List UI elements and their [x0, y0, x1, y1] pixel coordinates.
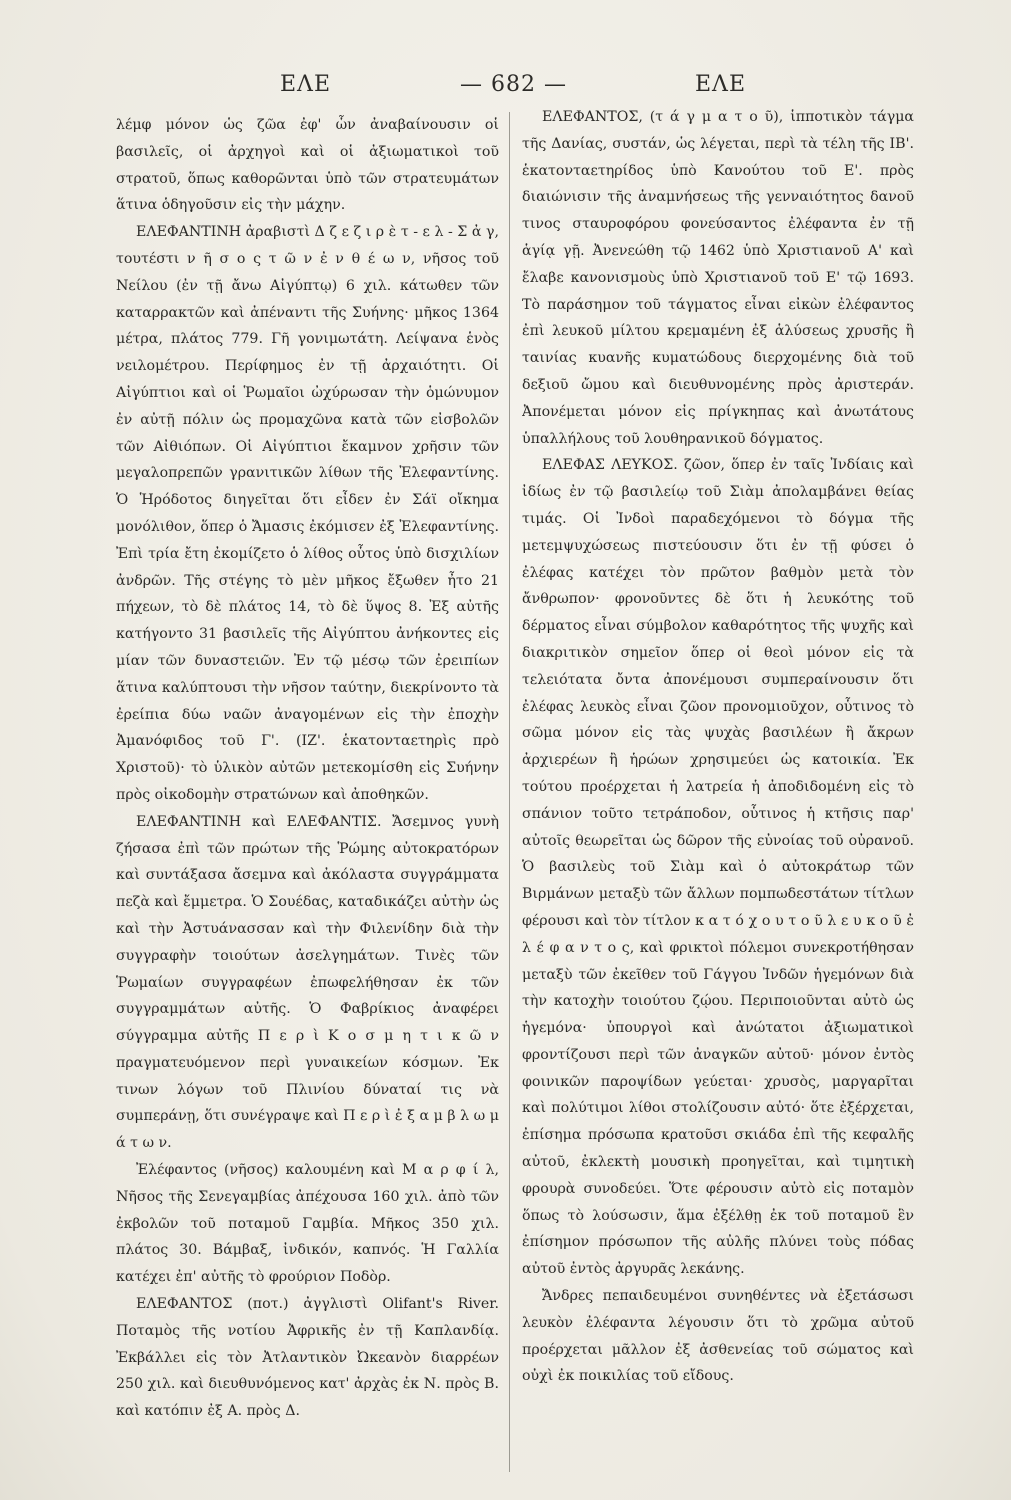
- page-number: — 682 —: [460, 72, 567, 97]
- column-divider: [509, 112, 510, 1472]
- entry-white-elephant: ΕΛΕΦΑΣ ΛΕΥΚΟΣ. ζῶον, ὅπερ ἐν ταῖς Ἰνδίαις καὶ ἰδίως ἐν τῷ βασιλείῳ τοῦ Σιὰμ ἀπολαμβάνει θείας τιμάς. Οἱ Ἰνδοὶ παραδεχόμενοι τὸ δόγμα τῆς μετεμψυχώσεως πιστεύουσιν ὅτι ἐν τῇ φύσει ὁ ἐλέφας κατέχει τὸν πρῶτον βαθμὸν μετὰ τὸν ἄνθρωπον· φρονοῦντες δὲ ὅτι ἡ λευκότης τοῦ δέρματος εἶναι σύμβολον καθαρότητος τῆς ψυχῆς καὶ διακριτικὸν σημεῖον ὅπερ οἱ θεοὶ μόνον εἰς τὰ τελειότατα ὄντα ἀπονέμουσι συμπεραίνουσιν ὅτι ἐλέφας λευκὸς εἶναι ζῶον προνομιοῦχον, οὗτινος τὸ σῶμα μόνον εἰς τὰς ψυχὰς βασιλέων ἢ ἄκρων ἀρχιερέων ἢ ἡρώων χρησιμεύει ὡς κατοικία. Ἐκ τούτου προέρχεται ἡ λατρεία ἡ ἀποδιδομένη εἰς τὸ σπάνιον τοῦτο τετράποδον, οὗτινος ἡ κτῆσις παρ' αὐτοῖς θεωρεῖται ὡς δῶρον τῆς εὐνοίας τοῦ οὐρανοῦ. Ὁ βασιλεὺς τοῦ Σιὰμ καὶ ὁ αὐτοκράτωρ τῶν Βιρμάνων μεταξὺ τῶν ἄλλων πομπωδεστάτων τίτλων φέρουσι καὶ τὸν τίτλον κ α τ ό χ ο υ τ ο ῦ λ ε υ κ ο ῦ ἐ λ έ φ α ν τ ο ς, καὶ φρικτοὶ πόλεμοι συνεκροτήθησαν μεταξὺ τῶν ἐκεῖθεν τοῦ Γάγγου Ἰνδῶν ἡγεμόνων διὰ τὴν κατοχὴν τοιούτου ζῴου. Περιποιοῦνται αὐτὸ ὡς ἡγεμόνα· ὑπουργοὶ καὶ ἀνώτατοι ἀξιωματικοὶ φροντίζουσι περὶ τῶν ἀναγκῶν αὐτοῦ· μόνον ἐντὸς φοινικῶν παροψίδων γεύεται· χρυσὸς, μαργαρῖται καὶ πολύτιμοι λίθοι στολίζουσιν αὐτό· ὅτε ἐξέρχεται, ἐπίσημα πρόσωπα κρατοῦσι σκιάδα ἐπὶ τῆς κεφαλῆς αὐτοῦ, ἐκλεκτὴ μουσικὴ προηγεῖται, καὶ τιμητικὴ φρουρὰ συνοδεύει. Ὅτε φέρουσιν αὐτὸ εἰς ποταμὸν ὅπως τὸ λούσωσιν, ἅμα ἐξέλθῃ ἐκ τοῦ ποταμοῦ ἓν ἐπίσημον πρόσωπον τῆς αὐλῆς πλύνει τοὺς πόδας αὐτοῦ ἐντὸς ἀργυρᾶς λεκάνης.: [522, 457, 914, 1278]
- entry-elephantine: ΕΛΕΦΑΝΤΙΝΗ ἀραβιστὶ Δ ζ ε ζ ι ρ ὲ τ - ε λ - Σ ἀ γ, τουτέστι ν ῆ σ ο ς τ ῶ ν ἐ ν θ έ ω ν, νῆσος τοῦ Νείλου (ἐν τῇ ἄνω Αἰγύπτῳ) 6 χιλ. κάτωθεν τῶν καταρρακτῶν καὶ ἀπέναντι τῆς Συήνης· μῆκος 1364 μέτρα, πλάτος 779. Γῆ γονιμωτάτη. Λείψανα ἑνὸς νειλομέτρου. Περίφημος ἐν τῇ ἀρχαιότητι. Οἱ Αἰγύπτιοι καὶ οἱ Ῥωμαῖοι ὠχύρωσαν τὴν ὁμώνυμον ἐν αὐτῇ πόλιν ὡς προμαχῶνα κατὰ τῶν εἰσβολῶν τῶν Αἰθιόπων. Οἱ Αἰγύπτιοι ἔκαμνον χρῆσιν τῶν μεγαλοπρεπῶν γρανιτικῶν λίθων τῆς Ἐλεφαντίνης. Ὁ Ἡρόδοτος διηγεῖται ὅτι εἶδεν ἐν Σάϊ οἴκημα μονόλιθον, ὅπερ ὁ Ἄμασις ἐκόμισεν ἐξ Ἐλεφαντίνης. Ἐπὶ τρία ἔτη ἐκομίζετο ὁ λίθος οὗτος ὑπὸ δισχιλίων ἀνδρῶν. Τῆς στέγης τὸ μὲν μῆκος ἔξωθεν ἦτο 21 πήχεων, τὸ δὲ πλάτος 14, τὸ δὲ ὕψος 8. Ἐξ αὐτῆς κατήγοντο 31 βασιλεῖς τῆς Αἰγύπτου ἀνήκοντες εἰς μίαν τῶν δυναστειῶν. Ἐν τῷ μέσῳ τῶν ἐρειπίων ἅτινα καλύπτουσι τὴν νῆσον ταύτην, διεκρίνοντο τὰ ἐρείπια δύω ναῶν ἀναγομένων εἰς τὴν ἐποχὴν Ἀμανόφιδος τοῦ Γ'. (ΙΖ'. ἑκατονταετηρὶς πρὸ Χριστοῦ)· τὸ ὑλικὸν αὐτῶν μετεκομίσθη εἰς Συήνην πρὸς οἰκοδομὴν στρατώνων καὶ ἀποθηκῶν.: [116, 224, 499, 803]
- entry-elephantine-elephantis: ΕΛΕΦΑΝΤΙΝΗ καὶ ΕΛΕΦΑΝΤΙΣ. Ἄσεμνος γυνὴ ζήσασα ἐπὶ τῶν πρώτων τῆς Ῥώμης αὐτοκρατόρων καὶ συντάξασα ἄσεμνα καὶ ἀκόλαστα συγγράμματα πεζὰ καὶ ἔμμετρα. Ὁ Σουέδας, καταδικάζει αὐτὴν ὡς καὶ τὴν Ἀστυάνασσαν καὶ τὴν Φιλενίδην διὰ τὴν συγγραφὴν τοιούτων ἀσελγημάτων. Τινὲς τῶν Ῥωμαίων συγγραφέων ἐπωφελήθησαν ἐκ τῶν συγγραμμάτων αὐτῆς. Ὁ Φαβρίκιος ἀναφέρει σύγγραμμα αὐτῆς Π ε ρ ὶ Κ ο σ μ η τ ι κ ῶ ν πραγματευόμενον περὶ γυναικείων κόσμων. Ἐκ τινων λόγων τοῦ Πλινίου δύναταί τις νὰ συμπεράνῃ, ὅτι συνέγραψε καὶ Π ε ρ ὶ ἐ ξ α μ β λ ω μ ά τ ω ν.: [116, 813, 499, 1152]
- right-column: [522, 104, 914, 1474]
- header-right: ΕΛΕ: [695, 72, 747, 97]
- header-left: ΕΛΕ: [280, 72, 332, 97]
- entry-order-of-elephant: ΕΛΕΦΑΝΤΟΣ, (τ ά γ μ α τ ο ῦ), ἱπποτικὸν τάγμα τῆς Δανίας, συστάν, ὡς λέγεται, περὶ τὰ τέλη τῆς ΙΒ'. ἑκατονταετηρίδος ὑπὸ Κανούτου τοῦ Ε'. πρὸς διαιώνισιν τῆς ἀναμνήσεως τῆς γενναιότητος δανοῦ τινος σταυροφόρου φονεύσαντος ἐλέφαντα ἐν τῇ ἁγίᾳ γῇ. Ἀνενεώθη τῷ 1462 ὑπὸ Χριστιανοῦ Α' καὶ ἔλαβε κανονισμοὺς ὑπὸ Χριστιανοῦ τοῦ Ε' τῷ 1693. Τὸ παράσημον τοῦ τάγματος εἶναι εἰκὼν ἐλέφαντος ἐπὶ λευκοῦ μίλτου κρεμαμένη ἐξ ἁλύσεως χρυσῆς ἢ ταινίας κυανῆς κυματώδους διερχομένης διὰ τοῦ δεξιοῦ ὤμου καὶ διευθυνομένης πρὸς ἀριστεράν. Ἀπονέμεται μόνον εἰς πρίγκηπας καὶ ἀνωτάτους ὑπαλλήλους τοῦ λουθηρανικοῦ δόγματος.: [522, 109, 914, 447]
- paragraph-continued: λέμφ μόνον ὡς ζῶα ἐφ' ὧν ἀναβαίνουσιν οἱ βασιλεῖς, οἱ ἀρχηγοὶ καὶ οἱ ἀξιωματικοὶ τοῦ στρατοῦ, ὅπως καθορῶνται ὑπὸ τῶν στρατευμάτων ἅτινα ὁδηγοῦσιν εἰς τὴν μάχην.: [116, 117, 499, 214]
- running-header: [110, 72, 910, 106]
- entry-elephant-island: Ἐλέφαντος (νῆσος) καλουμένη καὶ Μ α ρ φ ί λ, Νῆσος τῆς Σενεγαμβίας ἀπέχουσα 160 χιλ. ἀπὸ τῶν ἐκβολῶν τοῦ ποταμοῦ Γαμβία. Μῆκος 350 χιλ. πλάτος 30. Βάμβαξ, ἰνδικόν, καπνός. Ἡ Γαλλία κατέχει ἐπ' αὐτῆς τὸ φρούριον Ποδὸρ.: [116, 1162, 499, 1286]
- left-column: [116, 112, 499, 1482]
- entry-elephant-river: ΕΛΕΦΑΝΤΟΣ (ποτ.) ἀγγλιστὶ Olifant's River. Ποταμὸς τῆς νοτίου Ἀφρικῆς ἐν τῇ Καπλανδίᾳ. Ἐκβάλλει εἰς τὸν Ἀτλαντικὸν Ὠκεανὸν διαρρέων 250 χιλ. καὶ διευθυνόμενος κατ' ἀρχὰς ἐκ Ν. πρὸς Β. καὶ κατόπιν ἐξ Α. πρὸς Δ.: [116, 1296, 499, 1420]
- entry-white-elephant-note: Ἄνδρες πεπαιδευμένοι συνηθέντες νὰ ἐξετάσωσι λευκὸν ἐλέφαντα λέγουσιν ὅτι τὸ χρῶμα αὐτοῦ προέρχεται μᾶλλον ἐξ ἀσθενείας τοῦ σώματος καὶ οὐχὶ ἐκ ποικιλίας τοῦ εἴδους.: [522, 1288, 914, 1385]
